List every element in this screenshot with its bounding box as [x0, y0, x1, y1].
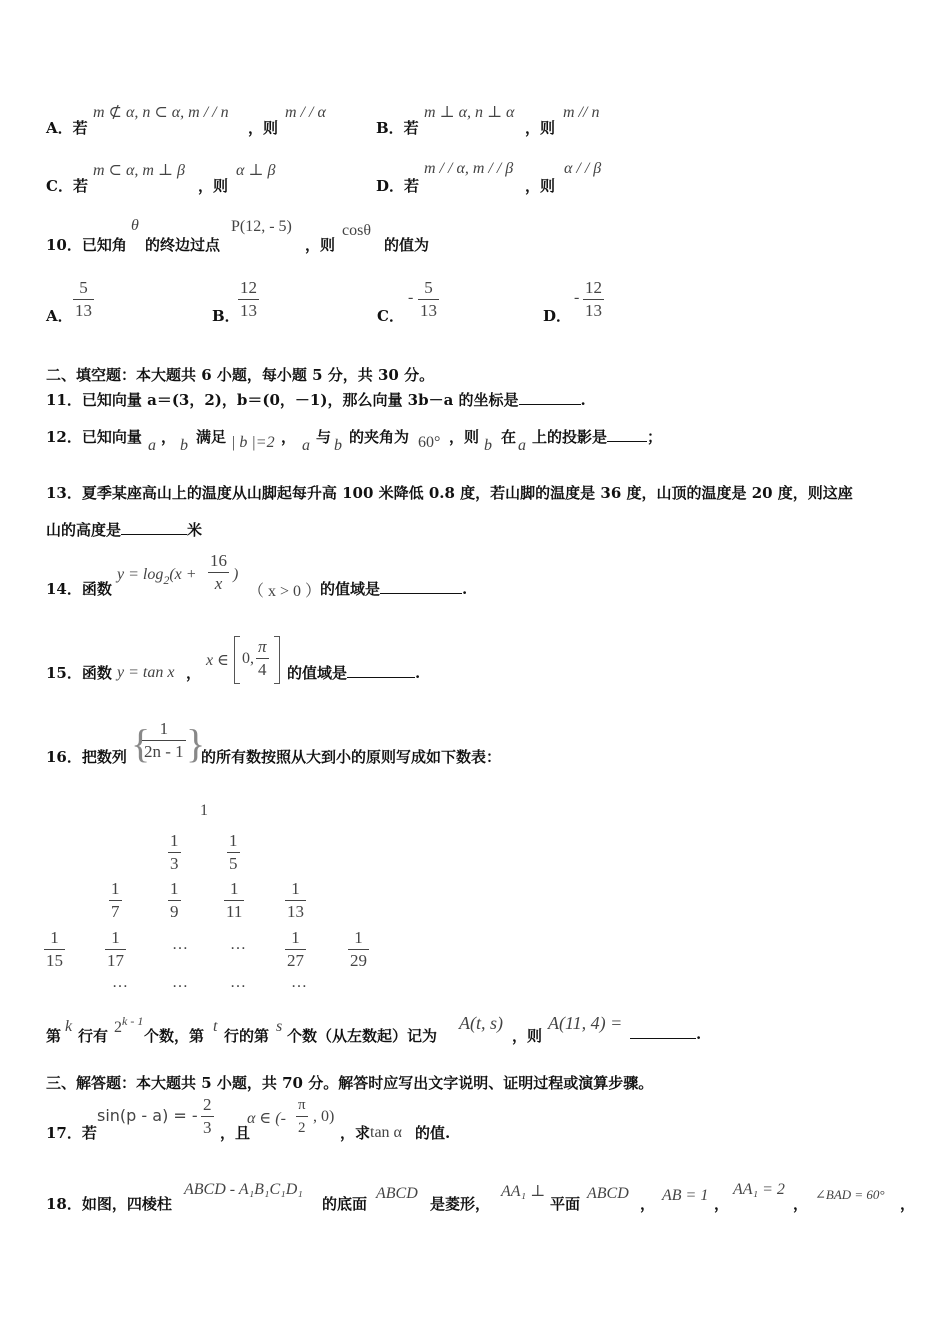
- q18-t5: ，: [714, 1195, 730, 1213]
- denominator: 5: [229, 854, 238, 873]
- denominator: 2n - 1: [144, 742, 184, 761]
- table-r2-c1: [168, 830, 181, 875]
- q13-line1: 13．夏季某座高山上的温度从山脚起每升高 100 米降低 0.8 度，若山脚的温度是 36 度，山顶的温度是 20 度，则这座: [46, 484, 853, 502]
- q10-text: 的终边过点: [145, 236, 221, 254]
- table-r4-c3: …: [172, 936, 188, 953]
- q9-option-b: B．若: [376, 119, 419, 137]
- numerator: 5: [424, 278, 433, 297]
- q10-option-b-fraction: [238, 277, 259, 322]
- q12-end: ；: [647, 428, 663, 446]
- q9-d-condition: m / / α, m / / β: [424, 160, 514, 177]
- q18-t1: 的底面: [322, 1195, 368, 1213]
- q17-mid2: ，求: [340, 1124, 371, 1142]
- table-r4-c2: [105, 927, 126, 972]
- q10-option-c-label: C．: [377, 307, 404, 325]
- q16-desc-power: [114, 1014, 144, 1037]
- q12-comma2: ，: [281, 428, 297, 446]
- denominator: 13: [75, 301, 92, 320]
- q18-ab: AB = 1: [662, 1187, 709, 1204]
- q18-t3: 平面: [550, 1195, 581, 1213]
- denominator: 2: [298, 1120, 306, 1136]
- q9-c-condition: m ⊂ α, m ⊥ β: [93, 162, 185, 179]
- numerator: π: [298, 1097, 306, 1113]
- q10-point: P(12, - 5): [231, 218, 292, 235]
- q16-desc-t: t: [213, 1018, 218, 1035]
- q12-vector-a: a: [148, 437, 156, 454]
- q12-proj-text: 上的投影是: [532, 428, 608, 446]
- denominator: 4: [258, 660, 267, 679]
- denominator: 9: [170, 902, 179, 921]
- q16-desc-p1: 第: [46, 1027, 62, 1045]
- q16-desc-A: A(t, s): [459, 1013, 503, 1033]
- numerator: 1: [159, 719, 169, 738]
- q12-comma: ，: [161, 428, 177, 446]
- q14-paren: (x +: [169, 566, 197, 583]
- q9-option-d: D．若: [376, 177, 420, 195]
- right-brace: }: [186, 721, 206, 766]
- q14-prefix: 14．函数: [46, 580, 112, 598]
- q9-b-condition: m ⊥ α, n ⊥ α: [424, 104, 515, 121]
- q14-log: y = log: [117, 566, 164, 583]
- q12-yu: 与: [316, 428, 332, 446]
- q16-desc-p2: 行有: [78, 1027, 109, 1045]
- q15-prefix: 15．函数: [46, 664, 112, 682]
- q18-plane: ABCD: [587, 1185, 629, 1202]
- q14-fraction: [208, 550, 229, 595]
- q12-vector-b3: b: [484, 437, 492, 454]
- q10-option-d-label: D．: [543, 307, 572, 325]
- q12-vector-a2: a: [302, 437, 310, 454]
- table-r2-c2: [227, 830, 240, 875]
- numerator: 1: [50, 928, 59, 947]
- denominator: 13: [420, 301, 437, 320]
- table-r5-c3: …: [230, 974, 246, 991]
- q18-prism: ABCD - A₁B₁C₁D₁: [184, 1181, 303, 1198]
- q14-end: .: [462, 580, 468, 598]
- section3-heading: 三、解答题：本大题共 5 小题，共 70 分。解答时应写出文字说明、证明过程或演算步骤。: [46, 1074, 654, 1092]
- table-r3-c3: [224, 878, 244, 923]
- q12-norm: | b |=2: [231, 434, 275, 451]
- q16-fraction: [142, 718, 186, 763]
- q14-cond: （ x > 0 ）: [248, 583, 322, 600]
- numerator: 16: [210, 551, 227, 570]
- q12-proj: [532, 426, 662, 447]
- numerator: 12: [240, 278, 257, 297]
- q16-prefix: 16．把数列: [46, 748, 127, 766]
- table-r4-c1: [44, 927, 65, 972]
- numerator: 1: [170, 879, 179, 898]
- numerator: 1: [229, 879, 239, 898]
- q10-option-d-sign: -: [574, 289, 580, 306]
- q15-post: [287, 662, 420, 683]
- q14-func: [117, 566, 197, 587]
- section2-heading: 二、填空题：本大题共 6 小题，每小题 5 分，共 30 分。: [46, 366, 435, 384]
- q10-option-a-label: A．: [46, 307, 73, 325]
- denominator: 3: [170, 854, 179, 873]
- q17-fraction: [201, 1094, 214, 1139]
- q12-zai: 在: [501, 428, 517, 446]
- q16-desc-p5: 个数（从左数起）记为: [287, 1027, 438, 1045]
- q11-end: .: [580, 391, 586, 409]
- q16-answer: [630, 1025, 701, 1043]
- q12-angle: 60°: [418, 434, 441, 451]
- q12-cond: 满足: [196, 428, 227, 446]
- q16-desc-A2: A(11, 4) =: [548, 1013, 623, 1033]
- q16-power-exp: k - 1: [122, 1014, 144, 1028]
- q18-base: ABCD: [376, 1185, 418, 1202]
- table-r4-c4: …: [230, 936, 246, 953]
- numerator: 1: [111, 879, 120, 898]
- q18-perp: AA₁ ⊥: [501, 1183, 546, 1200]
- q10-option-a-fraction: [73, 277, 94, 322]
- denominator: 11: [226, 902, 243, 921]
- q14-close: ): [233, 566, 239, 583]
- denominator: 17: [107, 951, 124, 970]
- q17-sin: sin(p - a) = -: [97, 1106, 198, 1125]
- q11-text: 11．已知向量 a＝(3，2)，b＝(0，－1)，那么向量 3b－a 的坐标是: [46, 391, 519, 409]
- q15-fraction: [256, 636, 269, 681]
- q9-b-result: m // n: [563, 104, 600, 121]
- table-r4-c6: [348, 927, 369, 972]
- q9-d-result: α / / β: [564, 160, 602, 177]
- answer-blank[interactable]: [347, 677, 415, 678]
- answer-blank[interactable]: [121, 534, 187, 535]
- q9-c-then: ，则: [198, 177, 229, 195]
- q12-prefix: 12．已知向量: [46, 428, 142, 446]
- denominator: 3: [203, 1118, 212, 1137]
- table-r5-c4: …: [291, 974, 307, 991]
- numerator: 1: [229, 831, 238, 850]
- table-r3-c4: [285, 878, 306, 923]
- answer-blank[interactable]: [607, 441, 647, 442]
- q16-desc-p4: 行的第: [224, 1027, 270, 1045]
- q13-line2-text: 山的高度是: [46, 521, 122, 539]
- numerator: π: [258, 637, 267, 656]
- q9-a-condition: m ⊄ α, n ⊂ α, m / / n: [93, 104, 229, 121]
- q9-a-label: A．若: [46, 119, 88, 137]
- numerator: 1: [354, 928, 363, 947]
- q15-comma: ，: [186, 664, 202, 682]
- q9-a-result: m / / α: [285, 104, 326, 121]
- q17-cond2: , 0): [313, 1108, 335, 1125]
- q17-prefix: 17．若: [46, 1124, 97, 1142]
- numerator: 5: [79, 278, 88, 297]
- q12-angle-text: 的夹角为: [349, 428, 410, 446]
- q15-post-text: 的值域是: [287, 664, 348, 682]
- numerator: 1: [111, 928, 120, 947]
- q9-a-then: ，则: [248, 119, 279, 137]
- q17-mid: ，且: [220, 1124, 251, 1142]
- q18-t7: ，: [900, 1195, 916, 1213]
- q17-tan: tan α: [370, 1124, 402, 1141]
- denominator: 29: [350, 951, 367, 970]
- q18-t2: 是菱形，: [430, 1195, 491, 1213]
- table-r1: 1: [200, 802, 208, 819]
- q18-angle: ∠BAD = 60°: [815, 1187, 885, 1202]
- q15-func: y = tan x: [117, 664, 175, 681]
- q10-cos: cosθ: [342, 222, 371, 239]
- q18-t4: ，: [640, 1195, 656, 1213]
- q10-then: ，则: [305, 236, 336, 254]
- q14-log-base: 2: [163, 573, 170, 587]
- q13-unit: 米: [187, 521, 203, 539]
- q14-post-text: 的值域是: [320, 580, 381, 598]
- q9-c-result: α ⊥ β: [236, 162, 276, 179]
- q16-post: 的所有数按照从大到小的原则写成如下数表：: [201, 748, 502, 766]
- denominator: 13: [585, 301, 602, 320]
- q9-b-then: ，则: [525, 119, 556, 137]
- answer-blank[interactable]: [630, 1038, 696, 1039]
- denominator: 27: [287, 951, 304, 970]
- table-r5-c2: …: [172, 974, 188, 991]
- q11: [46, 389, 586, 410]
- q10-value: 的值为: [384, 236, 430, 254]
- q10-option-c-fraction: [418, 277, 439, 322]
- table-r4-c5: [285, 927, 306, 972]
- left-brace: {: [131, 721, 151, 766]
- q10-option-c-sign: -: [408, 289, 414, 306]
- q10-option-b-label: B．: [212, 307, 240, 325]
- q9-d-then: ，则: [525, 177, 556, 195]
- q10-theta: θ: [131, 217, 139, 234]
- q13-line2: [46, 519, 202, 540]
- left-bracket: [234, 636, 240, 684]
- q16-desc-k: k: [65, 1018, 73, 1035]
- q16-desc-s: s: [276, 1018, 283, 1035]
- q18-t6: ，: [793, 1195, 809, 1213]
- q9-option-c: C．若: [46, 177, 88, 195]
- q15-end: .: [415, 664, 421, 682]
- q16-power-base: 2: [114, 1019, 122, 1036]
- q10-option-d-fraction: [583, 277, 604, 322]
- q12-vector-b2: b: [334, 437, 342, 454]
- numerator: 1: [291, 879, 300, 898]
- q12-vector-a3: a: [518, 437, 526, 454]
- q16-desc-p3: 个数，第: [144, 1027, 205, 1045]
- q12-vector-b: b: [180, 437, 188, 454]
- denominator: 7: [111, 902, 120, 921]
- q16-desc-p6: ，则: [512, 1027, 543, 1045]
- q17-fraction2: [296, 1094, 308, 1139]
- numerator: 12: [585, 278, 602, 297]
- q17-post: 的值.: [415, 1124, 451, 1142]
- q14-post: [320, 578, 467, 599]
- q10-prefix: 10．已知角: [46, 236, 127, 254]
- q9-option-a: [46, 117, 88, 138]
- answer-blank[interactable]: [380, 593, 462, 594]
- q15-x-in: x ∈: [206, 652, 229, 669]
- numerator: 2: [203, 1095, 212, 1114]
- denominator: 13: [240, 301, 257, 320]
- answer-blank[interactable]: [519, 404, 581, 405]
- q17-cond: α ∈ (-: [247, 1110, 286, 1127]
- q18-aa1: AA₁ = 2: [733, 1181, 785, 1198]
- table-r5-c1: …: [112, 974, 128, 991]
- denominator: 15: [46, 951, 63, 970]
- numerator: 1: [170, 831, 179, 850]
- table-r3-c2: [168, 878, 181, 923]
- q12-then: ，则: [449, 428, 480, 446]
- numerator: 1: [291, 928, 300, 947]
- right-bracket: [274, 636, 280, 684]
- q16-end: .: [696, 1025, 702, 1043]
- q18-prefix: 18．如图，四棱柱: [46, 1195, 172, 1213]
- table-r3-c1: [109, 878, 122, 923]
- denominator: 13: [287, 902, 304, 921]
- denominator: x: [214, 574, 223, 593]
- q15-lo: 0,: [242, 650, 254, 667]
